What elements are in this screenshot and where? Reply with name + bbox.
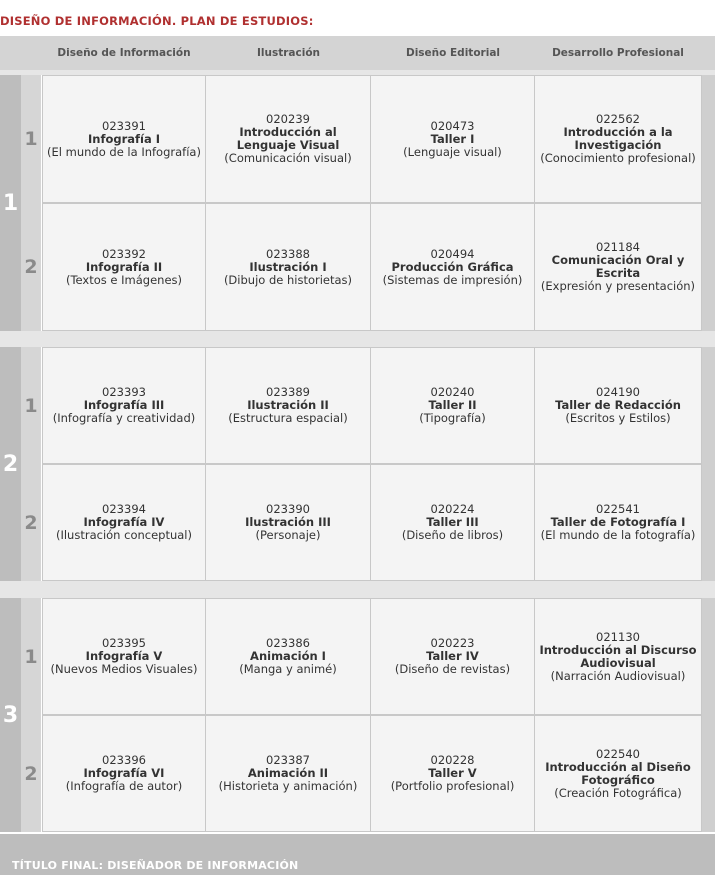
course-code: 024190 [596,385,640,399]
right-edge-bar [701,347,715,581]
year-label: 1 [0,75,21,331]
course-description: (Portfolio profesional) [390,779,515,793]
course-description: (Creación Fotográfica) [554,785,682,800]
course-description: (Diseño de libros) [401,528,504,542]
course-description: (Expresión y presentación) [540,279,696,293]
semester-label: 1 [21,347,41,464]
course-code: 020239 [266,112,310,126]
course-name: Taller de Redacción [555,398,681,412]
course-cell [205,598,371,715]
course-name: Introducción al Lenguaje Visual [236,125,340,152]
course-cell [42,598,206,715]
course-code: 020228 [430,753,475,767]
page-title: DISEÑO DE INFORMACIÓN. PLAN DE ESTUDIOS: [0,14,314,28]
course-name: Infografía III [83,398,165,412]
course-cell [534,598,702,715]
column-header: Ilustración [256,47,321,59]
course-cell [205,715,371,832]
course-cell [42,75,206,203]
course-code: 023388 [266,246,310,261]
course-cell [534,203,702,331]
course-name: Infografía II [85,259,163,274]
course-name: Taller II [428,398,477,412]
course-code: 022540 [596,746,640,761]
column-header: Diseño de Información [57,47,191,59]
course-description: (Ilustración conceptual) [55,528,192,542]
course-name: Animación I [250,649,326,663]
column-header: Desarrollo Profesional [552,47,684,59]
course-cell [205,75,371,203]
course-description: (Manga y animé) [239,662,337,676]
course-description: (Narración Audiovisual) [550,668,686,683]
course-description: (El mundo de la Infografía) [47,144,201,159]
course-name: Introducción al Discurso Audiovisual [539,642,697,670]
block-separator [0,581,715,598]
column-header-row [0,36,715,70]
course-cell [42,715,206,832]
semester-label: 1 [21,75,41,203]
course-name: Comunicación Oral y Escrita [551,253,685,280]
course-code: 020223 [430,636,475,650]
course-cell [205,203,371,331]
course-cell [205,347,371,464]
course-code: 023391 [102,118,146,133]
right-edge-bar [701,75,715,331]
course-code: 023395 [102,636,146,650]
course-description: (Estructura espacial) [228,411,348,425]
course-code: 023390 [266,502,310,516]
course-name: Infografía V [85,649,163,663]
year-label: 3 [0,598,21,832]
course-code: 020240 [430,385,475,399]
course-description: (Infografía y creatividad) [52,411,196,425]
course-description: (Historieta y animación) [218,779,358,793]
course-description: (El mundo de la fotografía) [540,528,696,542]
course-cell [370,464,535,581]
course-code: 023393 [102,385,146,399]
course-code: 023394 [102,502,146,516]
course-cell [42,347,206,464]
course-cell [370,75,535,203]
course-cell [370,203,535,331]
course-code: 021184 [596,240,640,254]
course-cell [534,715,702,832]
course-code: 023396 [102,753,146,767]
course-code: 022562 [596,112,640,126]
course-cell [205,464,371,581]
course-name: Taller de Fotografía I [550,515,686,529]
course-code: 023392 [102,246,146,261]
course-cell [534,464,702,581]
course-name: Animación II [247,766,329,780]
course-description: (Personaje) [255,528,321,542]
course-description: (Lenguaje visual) [403,144,502,159]
course-description: (Sistemas de impresión) [382,272,523,287]
block-separator [0,331,715,347]
course-cell [370,347,535,464]
course-code: 020494 [430,246,475,261]
course-name: Taller IV [426,649,479,663]
course-code: 023386 [266,636,310,650]
column-header: Diseño Editorial [405,47,500,59]
course-code: 021130 [596,629,640,644]
right-edge-bar [701,598,715,832]
course-description: (Comunicación visual) [224,151,352,165]
course-description: (Dibujo de historietas) [223,272,353,287]
course-name: Introducción a la Investigación [563,125,673,152]
course-name: Infografía IV [83,515,165,529]
course-name: Producción Gráfica [391,259,514,274]
course-description: (Infografía de autor) [65,779,183,793]
course-code: 023389 [266,385,310,399]
semester-label: 2 [21,715,41,832]
course-cell [42,203,206,331]
course-description: (Tipografía) [419,411,486,425]
course-name: Ilustración III [245,515,331,529]
course-cell [42,464,206,581]
course-cell [370,715,535,832]
course-name: Ilustración I [249,259,327,274]
course-name: Taller III [426,515,479,529]
course-description: (Diseño de revistas) [394,662,511,676]
year-label: 2 [0,347,21,581]
course-code: 023387 [266,753,310,767]
final-title: TÍTULO FINAL: DISEÑADOR DE INFORMACIÓN [12,859,299,872]
course-code: 020224 [430,502,475,516]
course-cell [370,598,535,715]
course-description: (Textos e Imágenes) [65,272,183,287]
course-name: Taller V [428,766,477,780]
semester-label: 2 [21,203,41,331]
course-description: (Nuevos Medios Visuales) [50,662,198,676]
course-code: 022541 [596,502,640,516]
footer-bar [0,834,715,875]
course-cell [534,75,702,203]
course-name: Infografía I [87,131,161,146]
semester-label: 2 [21,464,41,581]
course-name: Introducción al Diseño Fotográfico [545,759,691,787]
semester-label: 1 [21,598,41,715]
course-name: Taller I [430,131,475,146]
course-description: (Escritos y Estilos) [565,411,671,425]
course-cell [534,347,702,464]
course-code: 020473 [430,118,475,133]
course-name: Ilustración II [247,398,329,412]
course-description: (Conocimiento profesional) [540,151,696,165]
course-name: Infografía VI [83,766,165,780]
